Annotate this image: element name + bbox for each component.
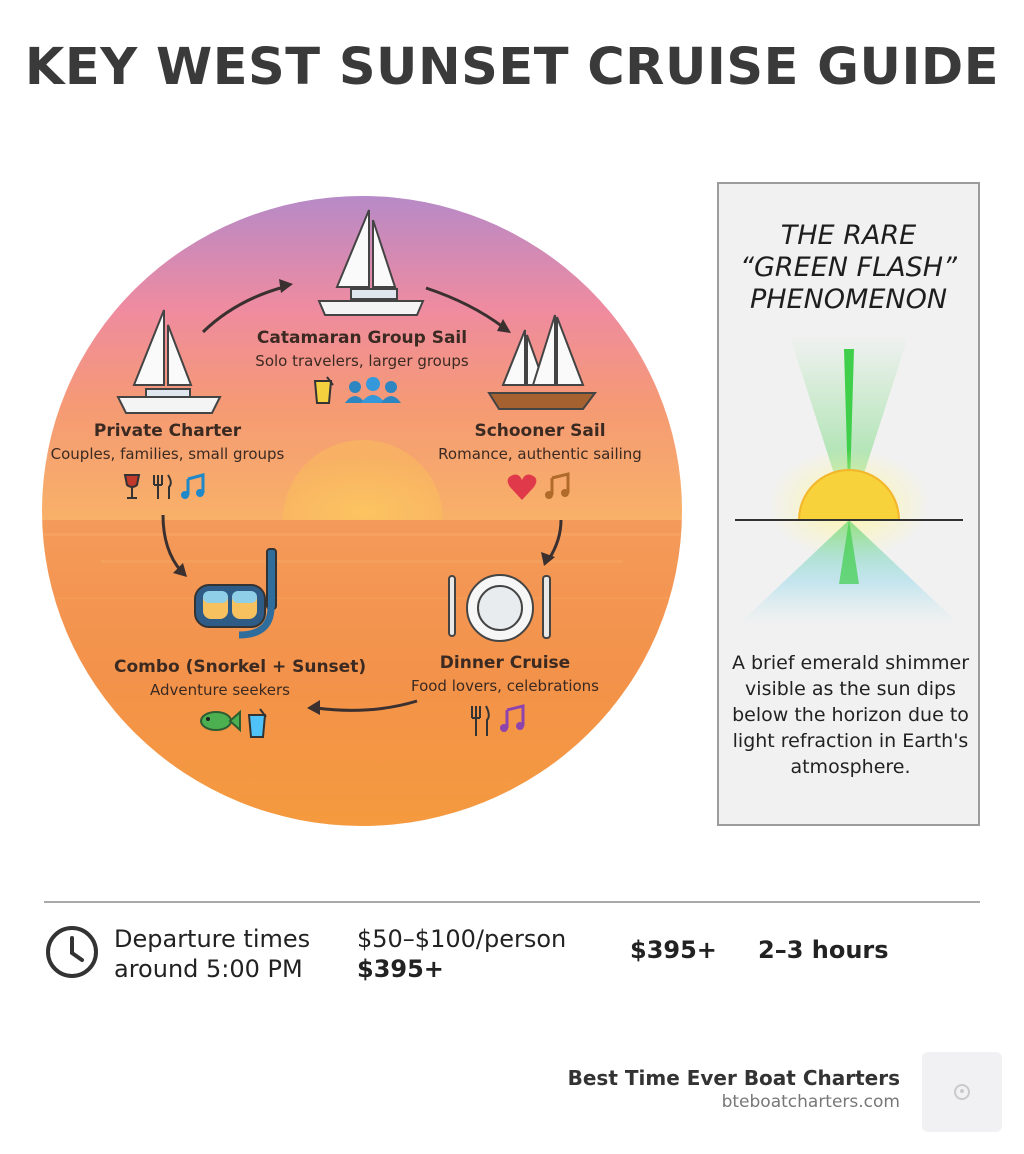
cruise-desc-private-charter: Couples, families, small groups <box>50 445 285 463</box>
page-title: KEY WEST SUNSET CRUISE GUIDE <box>24 38 1000 97</box>
fork-knife-icon <box>467 704 493 742</box>
cruise-name-combo: Combo (Snorkel + Sunset) <box>114 657 367 677</box>
divider <box>44 901 980 903</box>
brand-name: Best Time Ever Boat Charters <box>567 1066 900 1090</box>
price-private: $395+ <box>630 936 717 964</box>
catamaran-icon <box>317 205 427 320</box>
cruise-desc-catamaran: Solo travelers, larger groups <box>255 352 469 370</box>
departure-line: around 5:00 PM <box>114 955 303 983</box>
dinner-plate-icon <box>443 568 558 648</box>
cruise-desc-schooner: Romance, authentic sailing <box>438 445 642 463</box>
green-flash-panel <box>717 182 980 826</box>
duration: 2–3 hours <box>758 936 889 964</box>
fork-knife-icon <box>149 473 175 505</box>
clock-icon <box>44 924 100 984</box>
cruise-desc-dinner: Food lovers, celebrations <box>410 677 599 695</box>
green-flash-title-line: THE RARE <box>780 220 917 251</box>
brand <box>568 1066 900 1112</box>
combo-icons <box>198 707 270 743</box>
cruise-name-private-charter: Private Charter <box>93 421 242 441</box>
brand-url: bteboatcharters.com <box>721 1092 900 1112</box>
catamaran-icons <box>311 375 405 411</box>
drink-icon <box>246 707 270 743</box>
music-note-icon <box>179 473 207 505</box>
logo-icon <box>922 1052 1002 1132</box>
cruise-name-dinner: Dinner Cruise <box>439 653 571 673</box>
departure-line: Departure times <box>114 925 311 953</box>
price-line: $395+ <box>357 955 444 983</box>
dinner-icons <box>467 704 527 742</box>
price-group <box>357 924 566 984</box>
cocktail-icon <box>311 375 337 411</box>
departure-times <box>114 924 310 984</box>
music-note-icon <box>542 472 572 506</box>
snorkel-mask-icon <box>189 547 284 647</box>
price-line: $50–$100/person <box>357 925 567 953</box>
sailboat-icon <box>116 305 226 415</box>
wine-glass-icon <box>119 473 145 505</box>
green-flash-title-line: “GREEN FLASH” <box>739 252 958 283</box>
green-flash-title-line: PHENOMENON <box>749 284 948 315</box>
brand-logo <box>922 1052 1002 1132</box>
group-icon <box>341 375 405 411</box>
cruise-name-schooner: Schooner Sail <box>474 421 606 441</box>
heart-icon <box>506 472 538 506</box>
private-charter-icons <box>119 473 207 505</box>
schooner-icons <box>506 472 572 506</box>
green-flash-description: A brief emerald shimmer visible as the sun dips below the horizon due to light refraction in Earth's atmosphere. <box>731 652 970 778</box>
music-note-icon <box>497 704 527 742</box>
fish-icon <box>198 707 242 743</box>
schooner-icon <box>485 305 600 415</box>
sunset-scene <box>41 195 683 827</box>
cruise-name-catamaran: Catamaran Group Sail <box>256 328 468 348</box>
cruise-desc-combo: Adventure seekers <box>150 681 290 699</box>
